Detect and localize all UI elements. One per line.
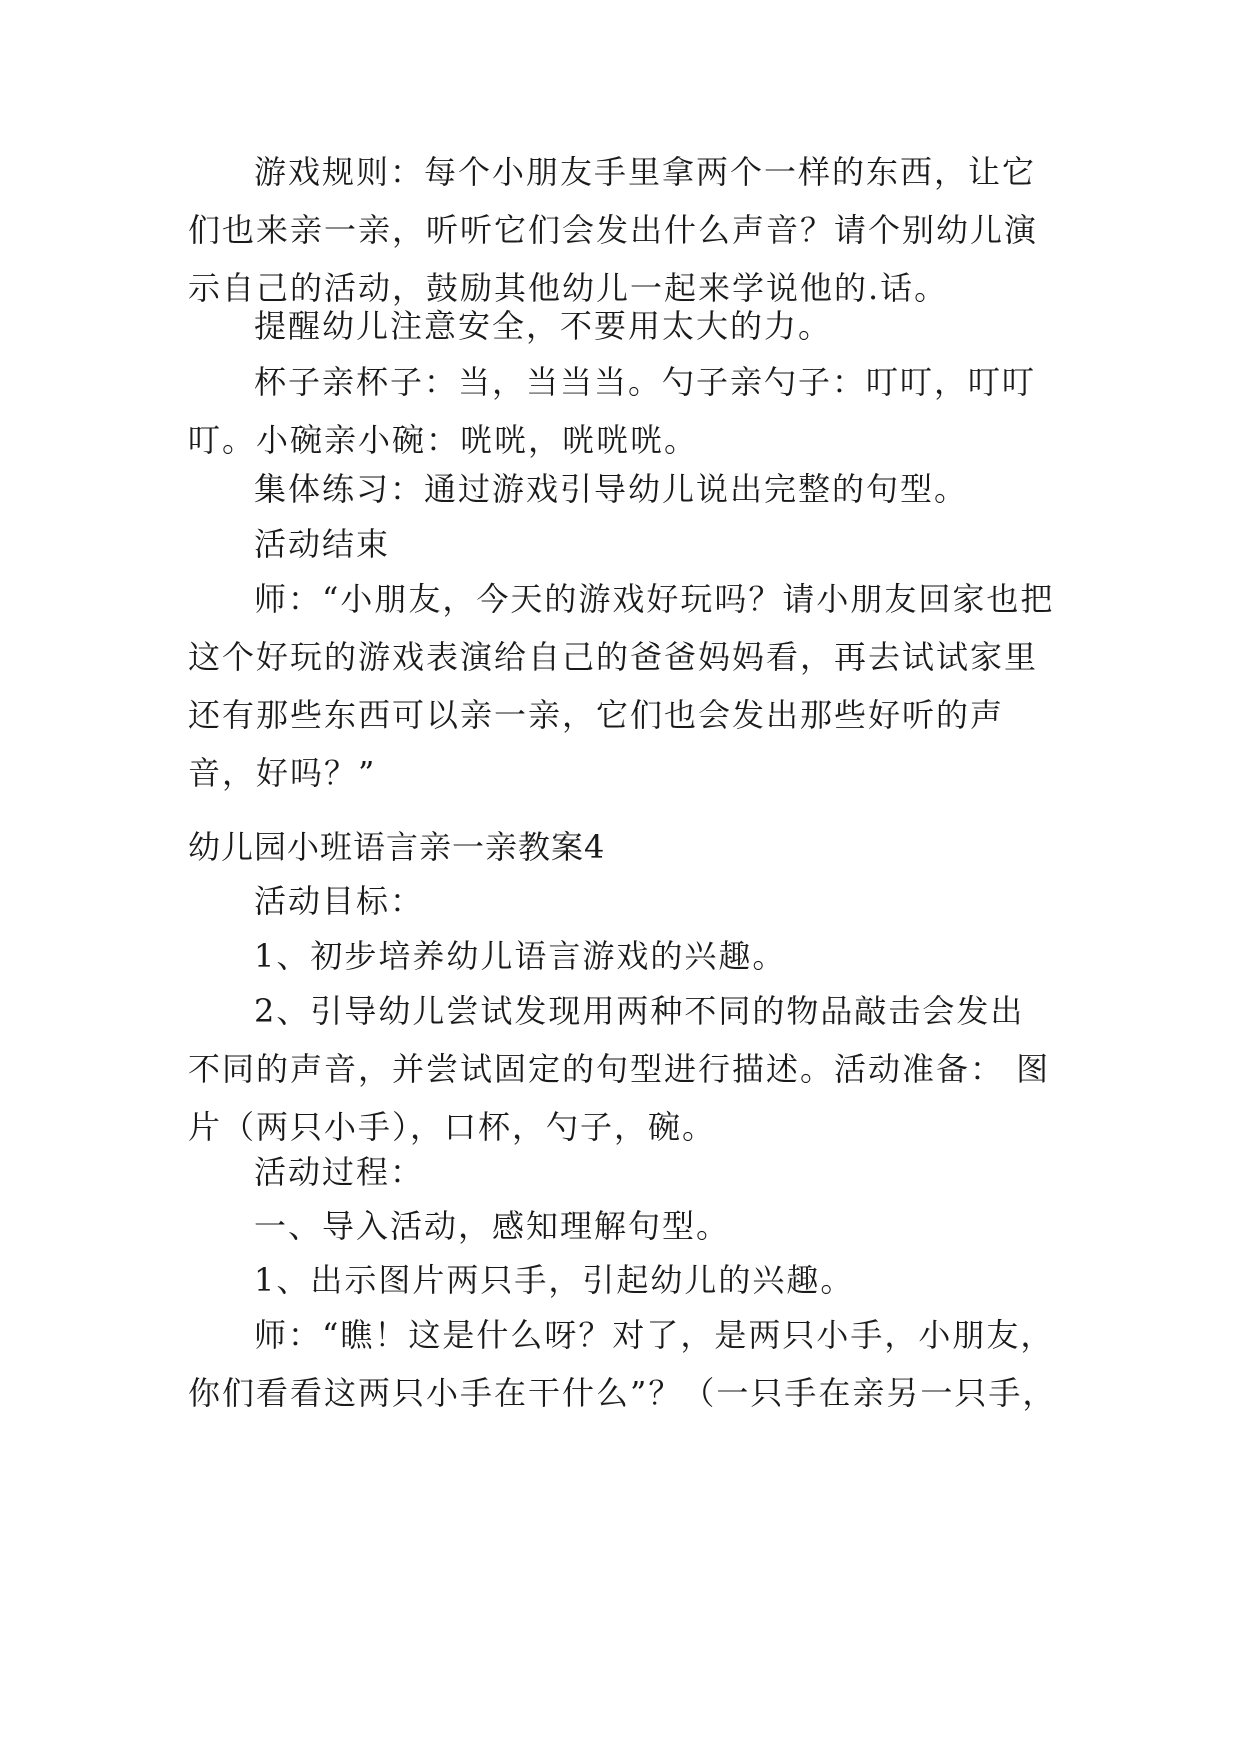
paragraph-step-1: 1、出示图片两只手，引起幼儿的兴趣。 bbox=[254, 1261, 855, 1299]
paragraph-goal-1: 1、初步培养幼儿语言游戏的兴趣。 bbox=[254, 937, 787, 975]
paragraph-sound-examples: 杯子亲杯子：当，当当当。勺子亲勺子：叮叮，叮叮叮。小碗亲小碗：咣咣，咣咣咣。 bbox=[188, 363, 1037, 459]
section-title: 幼儿园小班语言亲一亲教案4 bbox=[188, 828, 606, 866]
paragraph-step-intro: 一、导入活动，感知理解句型。 bbox=[254, 1207, 731, 1245]
paragraph-safety-reminder: 提醒幼儿注意安全，不要用太大的力。 bbox=[254, 307, 833, 345]
paragraph-activity-process: 活动过程： bbox=[254, 1153, 425, 1191]
paragraph-activity-goals: 活动目标： bbox=[254, 882, 425, 920]
paragraph-group-practice: 集体练习：通过游戏引导幼儿说出完整的句型。 bbox=[254, 470, 969, 508]
paragraph-teacher-closing: 师：“小朋友，今天的游戏好玩吗？请小朋友回家也把这个好玩的游戏表演给自己的爸爸妈妈看，再去试试家里还有那些东西可以亲一亲，它们也会发出那些好听的声音，好吗？” bbox=[188, 580, 1055, 792]
paragraph-game-rules: 游戏规则：每个小朋友手里拿两个一样的东西，让它们也来亲一亲，听听它们会发出什么声音？请个别幼儿演示自己的活动，鼓励其他幼儿一起来学说他的.话。 bbox=[188, 153, 1039, 307]
paragraph-teacher-question: 师：“瞧！这是什么呀？对了，是两只小手，小朋友，你们看看这两只小手在干什么”？（一只手在亲另一只手， bbox=[188, 1316, 1057, 1412]
paragraph-activity-end: 活动结束 bbox=[254, 525, 391, 563]
paragraph-goal-2: 2、引导幼儿尝试发现用两种不同的物品敲击会发出不同的声音，并尝试固定的句型进行描述。活动准备： 图片（两只小手），口杯，勺子，碗。 bbox=[188, 992, 1051, 1146]
